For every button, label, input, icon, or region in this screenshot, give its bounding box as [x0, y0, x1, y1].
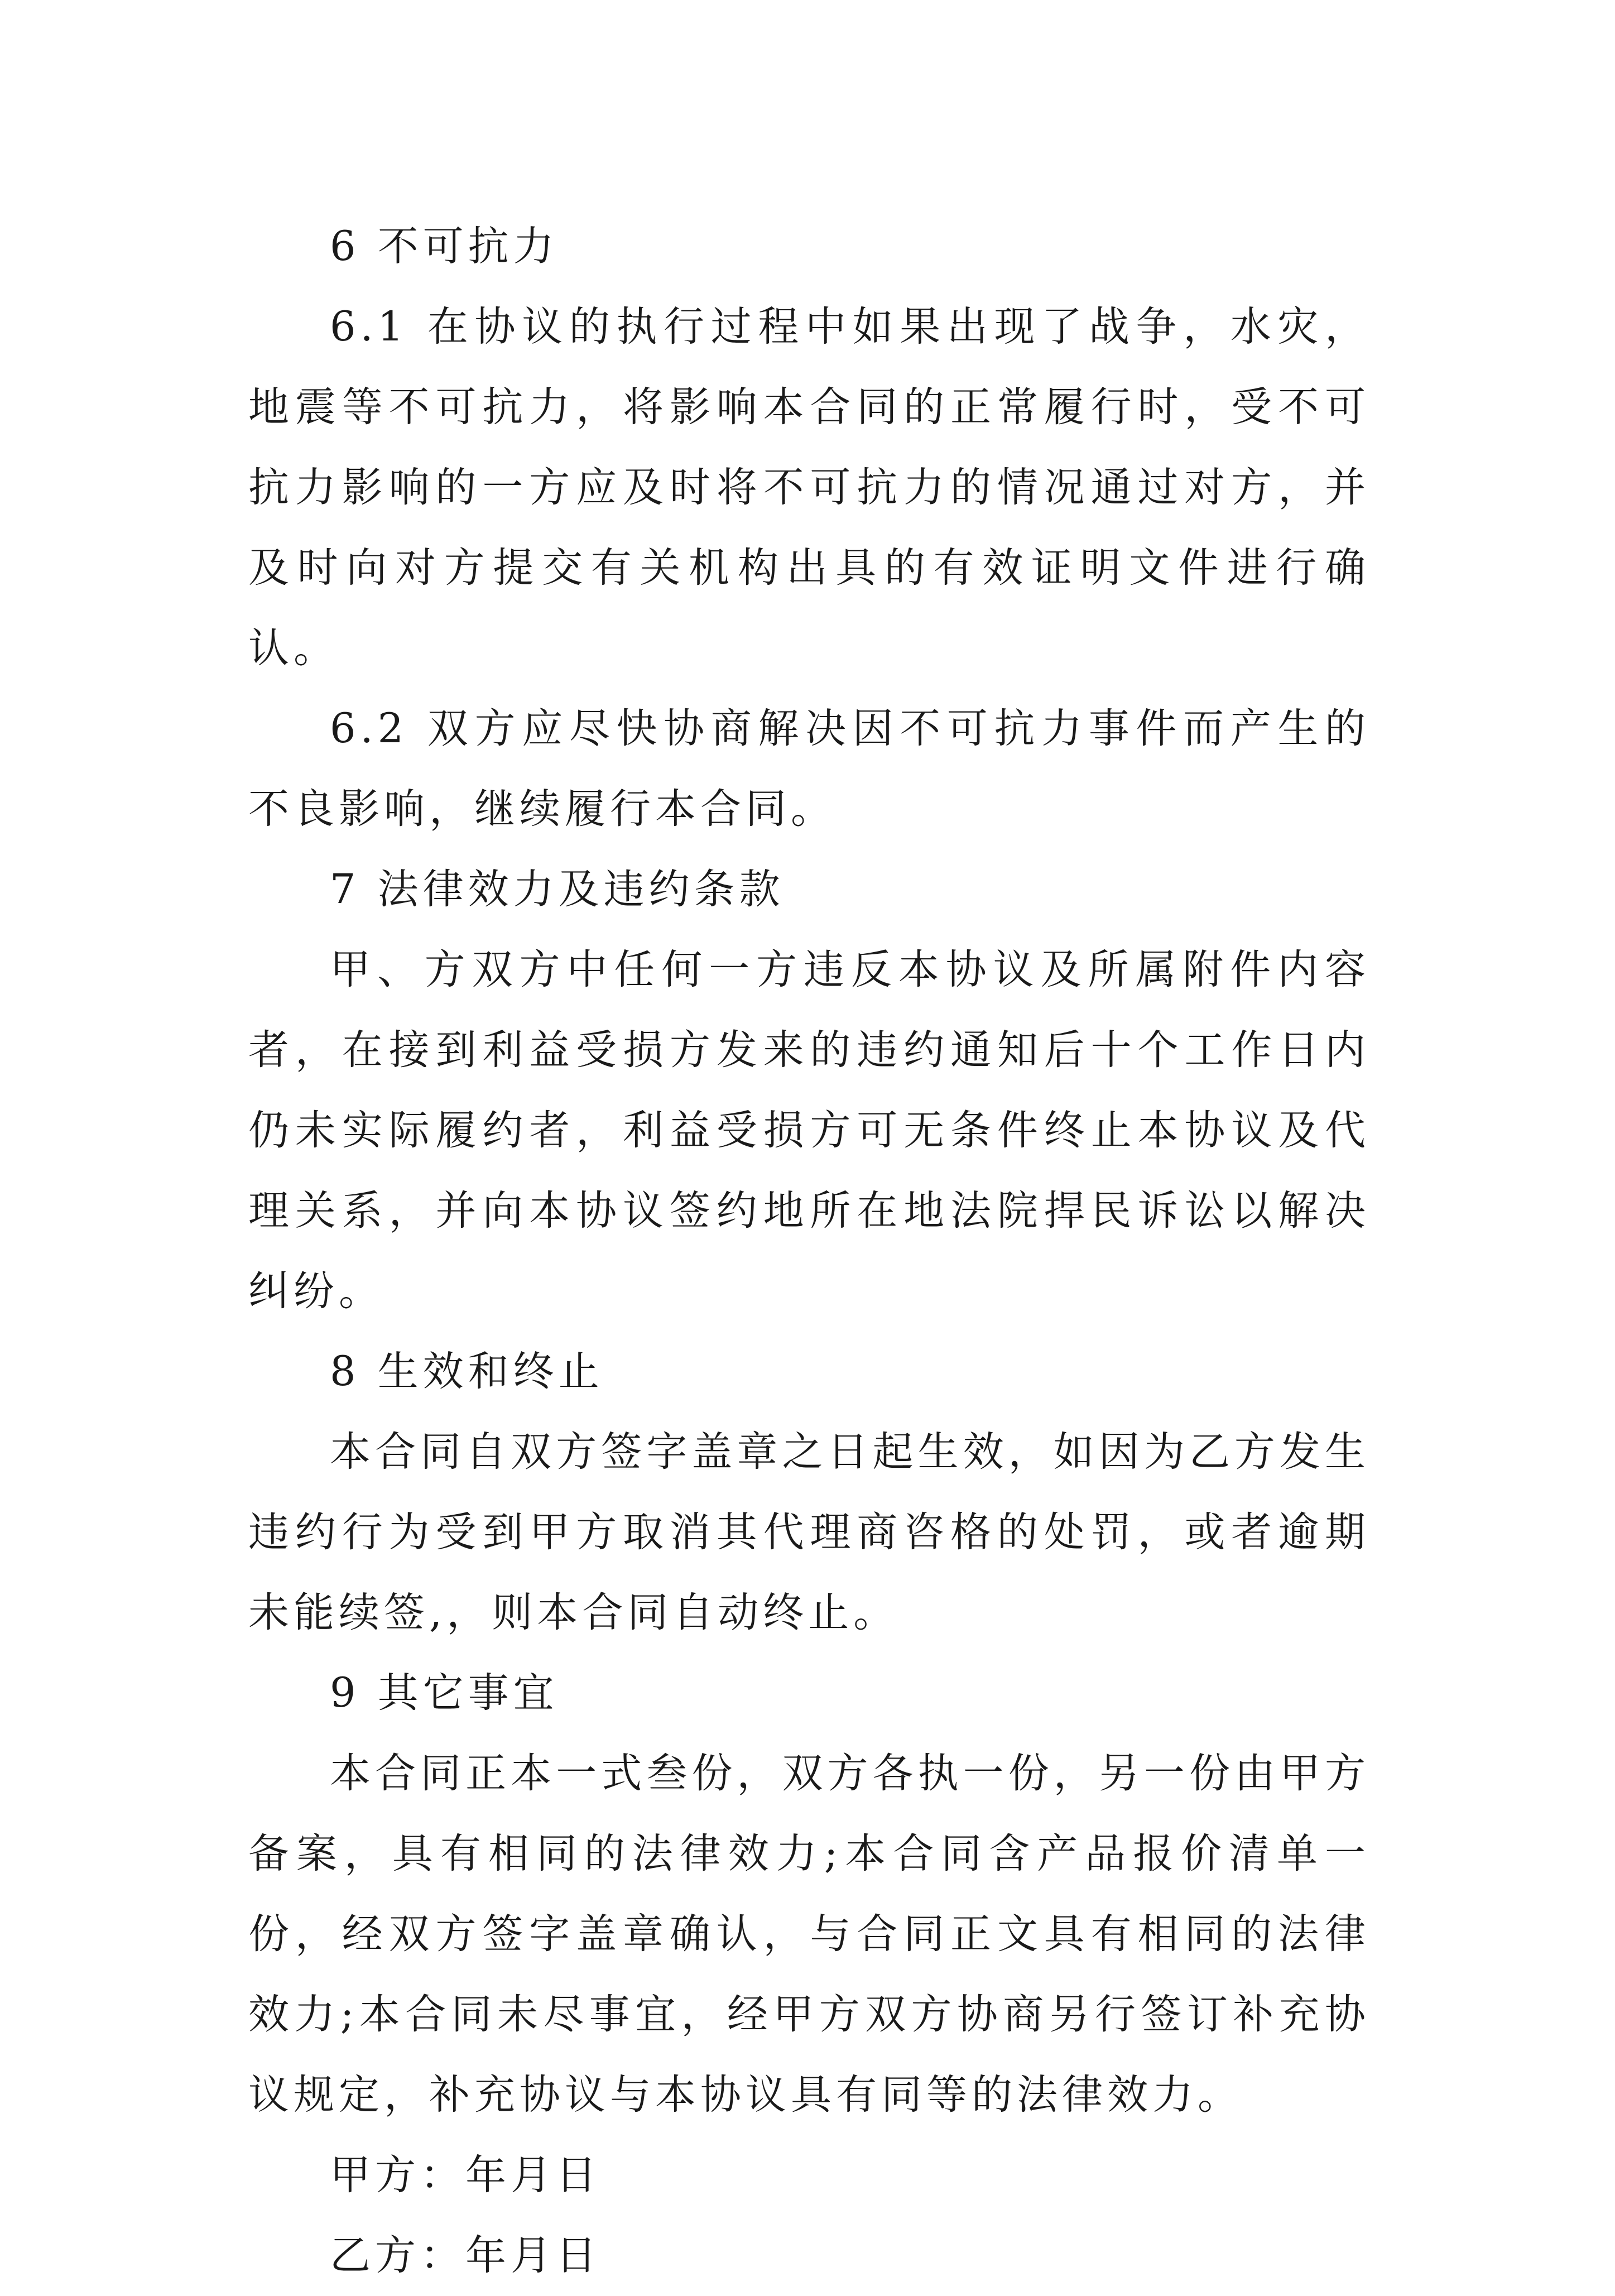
section-6-heading: 6 不可抗力: [330, 223, 559, 270]
section-8-paragraph-1: 本合同自双方签字盖章之日起生效，如因为乙方发生违约行为受到甲方取消其代理商咨格的处罚，或者逾期未能续签,，则本合同自动终止。: [248, 1428, 1370, 1636]
document-body: [248, 206, 1370, 2296]
section-7-paragraph-1: 甲、方双方中任何一方违反本协议及所属附件内容者，在接到利益受损方发来的违约通知后十个工作日内仍未实际履约者，利益受损方可无条件终止本协议及代理关系，并向本协议签约地所在地法院捍民诉讼以解决纠纷。: [248, 946, 1370, 1315]
section-9-heading: 9 其它事宜: [330, 1669, 559, 1717]
party-a-signature-line: 甲方：年月日: [330, 2151, 601, 2199]
section-6-paragraph-2: 6.2 双方应尽快协商解决因不可抗力事件而产生的不良影响，继续履行本合同。: [248, 705, 1370, 833]
section-7-heading: 7 法律效力及违约条款: [330, 866, 785, 913]
party-b-signature-line: 乙方：年月日: [330, 2232, 601, 2279]
section-8-heading: 8 生效和终止: [330, 1348, 604, 1395]
section-9-paragraph-1: 本合同正本一式叁份，双方各执一份，另一份由甲方备案，具有相同的法律效力;本合同含产品报价清单一份，经双方签字盖章确认，与合同正文具有相同的法律效力;本合同未尽事宜，经甲方双方协商另行签订补充协议规定，补充协议与本协议具有同等的法律效力。: [248, 1750, 1370, 2119]
section-6-paragraph-1: 6.1 在协议的执行过程中如果出现了战争，水灾，地震等不可抗力，将影响本合同的正常履行时，受不可抗力影响的一方应及时将不可抗力的情况通过对方，并及时向对方提交有关机构出具的有效证明文件进行确认。: [248, 303, 1370, 672]
